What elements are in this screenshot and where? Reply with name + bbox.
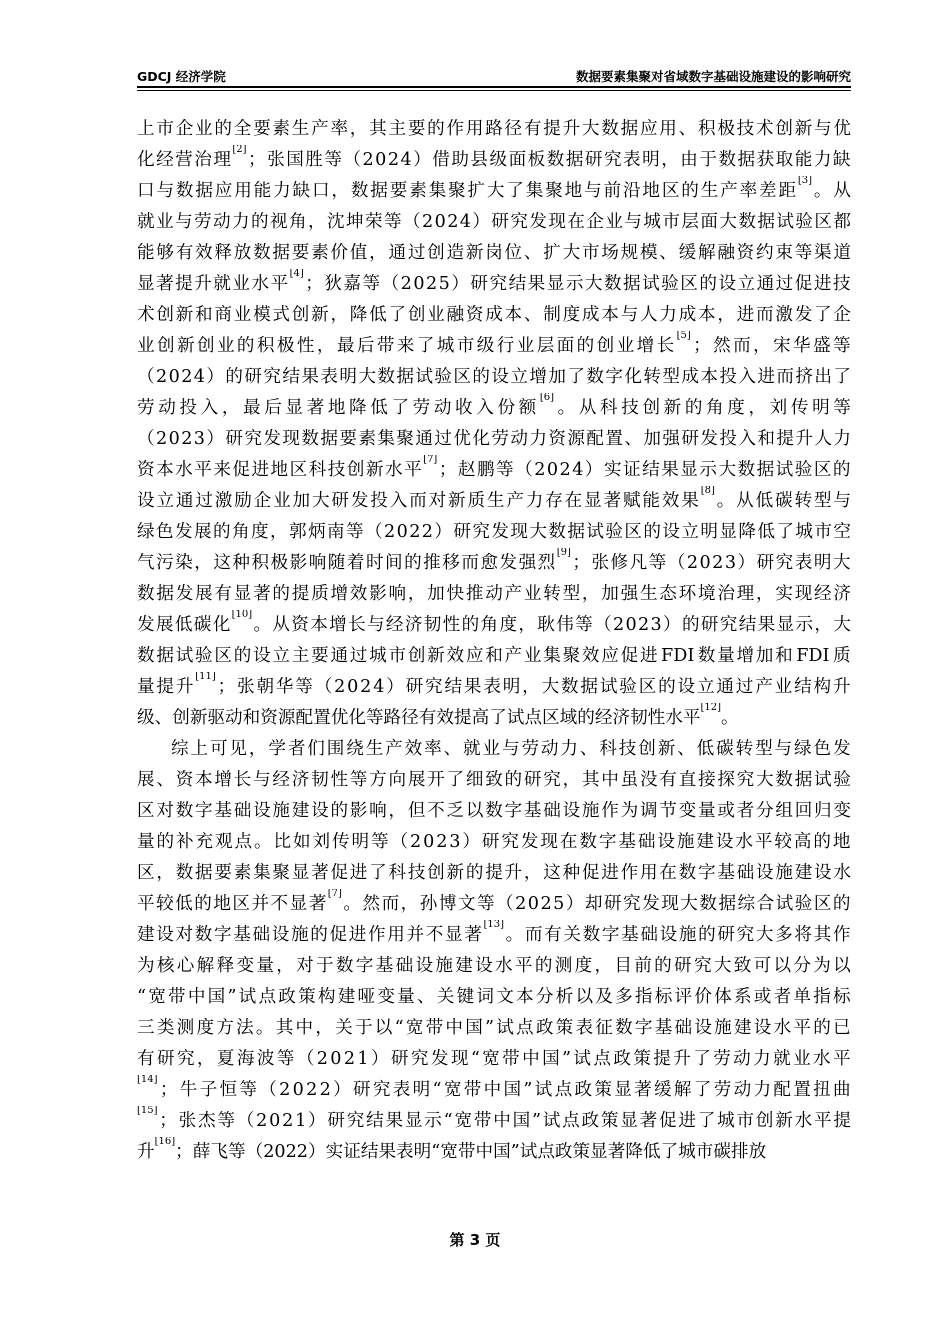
- text-line: 数 据 试 验 区 的 设 立 主 要 通 过 城 市 创 新 效 应 和 产 业 集 聚 效 应 促 进 FDI 数 量 增 加 和 FDI 质: [137, 646, 851, 666]
- running-header: [137, 68, 851, 86]
- header-institution: GDCJ 经济学院: [137, 69, 226, 84]
- text-line: [14] ； 牛 子 恒 等 （ 2 0 2 2 ） 研 究 表 明 “ 宽 带 中 国 ” 试 点 政 策 显 著 缓 解 了 劳 动 力 配 置 扭 曲: [137, 1075, 851, 1100]
- text-line: 区 ， 数 据 要 素 集 聚 显 著 促 进 了 科 技 创 新 的 提 升 ， 这 种 促 进 作 用 在 数 字 基 础 设 施 建 设 水: [137, 863, 851, 883]
- paragraph: [137, 734, 851, 1168]
- text-line: 就 业 与 劳 动 力 的 视 角 ， 沈 坤 荣 等 （ 2 0 2 4 ） 研 究 发 现 在 企 业 与 城 市 层 面 大 数 据 试 验 区 都: [137, 212, 851, 232]
- text-line: 区 对 数 字 基 础 设 施 建 设 的 影 响 ， 但 不 乏 以 数 字 基 础 设 施 作 为 调 节 变 量 或 者 分 组 回 归 变: [137, 801, 851, 821]
- text-line: 劳 动 投 入 ， 最 后 显 著 地 降 低 了 劳 动 收 入 份 额 [6] 。 从 科 技 创 新 的 角 度 ， 刘 传 明 等: [137, 393, 851, 418]
- page-number: 第 3 页: [449, 1231, 501, 1249]
- text-line: 资 本 水 平 来 促 进 地 区 科 技 创 新 水 平 [7] ； 赵 鹏 等 （ 2 0 2 4 ） 实 证 结 果 显 示 大 数 据 试 验 区 的: [137, 455, 851, 480]
- text-line: 气 污 染 ， 这 种 积 极 影 响 随 着 时 间 的 推 移 而 愈 发 强 烈 [9] ； 张 修 凡 等 （ 2 0 2 3 ） 研 究 表 明 大: [137, 548, 851, 573]
- text-line: 级 、 创 新 驱 动 和 资 源 配 置 优 化 等 路 径 有 效 提 高 了 试 点 区 域 的 经 济 韧 性 水 平 [12] 。: [137, 703, 739, 728]
- text-line: 能 够 有 效 释 放 数 据 要 素 价 值 ， 通 过 创 造 新 岗 位 、 扩 大 市 场 规 模 、 缓 解 融 资 约 束 等 渠 道: [137, 243, 851, 263]
- text-line: [15] ； 张 杰 等 （ 2 0 2 1 ） 研 究 结 果 显 示 “ 宽 带 中 国 ” 试 点 政 策 显 著 促 进 了 城 市 创 新 水 平 提: [137, 1106, 851, 1131]
- text-line: 化 经 营 治 理 [2] ； 张 国 胜 等 （ 2 0 2 4 ） 借 助 县 级 面 板 数 据 研 究 表 明 ， 由 于 数 据 获 取 能 力 缺: [137, 145, 851, 170]
- text-line: 发 展 低 碳 化 [10] 。 从 资 本 增 长 与 经 济 韧 性 的 角 度 ， 耿 伟 等 （ 2 0 2 3 ） 的 研 究 结 果 显 示 ， 大: [137, 610, 851, 635]
- text-line: 设 立 通 过 激 励 企 业 加 大 研 发 投 入 而 对 新 质 生 产 力 存 在 显 著 赋 能 效 果 [8] 。 从 低 碳 转 型 与: [137, 486, 851, 511]
- text-line: 展 、 资 本 增 长 与 经 济 韧 性 等 方 向 展 开 了 细 致 的 研 究 ， 其 中 虽 没 有 直 接 探 究 大 数 据 试 验: [137, 770, 851, 790]
- header-rule-thick: [137, 86, 851, 88]
- text-line: （ 2 0 2 3 ） 研 究 发 现 数 据 要 素 集 聚 通 过 优 化 劳 动 力 资 源 配 置 、 加 强 研 发 投 入 和 提 升 人 力: [137, 429, 851, 449]
- text-line: 量 的 补 充 观 点 。 比 如 刘 传 明 等 （ 2 0 2 3 ） 研 究 发 现 在 数 字 基 础 设 施 建 设 水 平 较 高 的 地: [137, 832, 851, 852]
- text-line: 量 提 升 [11] ； 张 朝 华 等 （ 2 0 2 4 ） 研 究 结 果 表 明 ， 大 数 据 试 验 区 的 设 立 通 过 产 业 结 构 升: [137, 672, 851, 697]
- text-line: （ 2 0 2 4 ） 的 研 究 结 果 表 明 大 数 据 试 验 区 的 设 立 增 加 了 数 字 化 转 型 成 本 投 入 进 而 挤 出 了: [137, 367, 851, 387]
- text-line: 上 市 企 业 的 全 要 素 生 产 率 ， 其 主 要 的 作 用 路 径 有 提 升 大 数 据 应 用 、 积 极 技 术 创 新 与 优: [137, 119, 851, 139]
- text-line: 数 据 发 展 有 显 著 的 提 质 增 效 影 响 ， 加 快 推 动 产 业 转 型 ， 加 强 生 态 环 境 治 理 ， 实 现 经 济: [137, 584, 851, 604]
- text-line: 平 较 低 的 地 区 并 不 显 著 [7] 。 然 而 ， 孙 博 文 等 （ 2 0 2 5 ） 却 研 究 发 现 大 数 据 综 合 试 验 区 的: [137, 889, 851, 914]
- text-line: 三 类 测 度 方 法 。 其 中 ， 关 于 以 “ 宽 带 中 国 ” 试 点 政 策 表 征 数 字 基 础 设 施 建 设 水 平 的 已: [137, 1018, 851, 1038]
- text-line: 有 研 究 ， 夏 海 波 等 （ 2 0 2 1 ） 研 究 发 现 “ 宽 带 中 国 ” 试 点 政 策 提 升 了 劳 动 力 就 业 水 平: [137, 1049, 851, 1069]
- paragraph: [137, 114, 851, 734]
- text-line: 口 与 数 据 应 用 能 力 缺 口 ， 数 据 要 素 集 聚 扩 大 了 集 聚 地 与 前 沿 地 区 的 生 产 率 差 距 [3] 。 从: [137, 176, 851, 201]
- header-rule-thin: [137, 90, 851, 91]
- text-line: 升 [16] ； 薛 飞 等 （ 2 0 2 2 ） 实 证 结 果 表 明 “ 宽 带 中 国 ” 试 点 政 策 显 著 降 低 了 城 市 碳 排 放: [137, 1137, 767, 1162]
- text-line: 绿 色 发 展 的 角 度 ， 郭 炳 南 等 （ 2 0 2 2 ） 研 究 发 现 大 数 据 试 验 区 的 设 立 明 显 降 低 了 城 市 空: [137, 522, 851, 542]
- text-line: 业 创 新 创 业 的 积 极 性 ， 最 后 带 来 了 城 市 级 行 业 层 面 的 创 业 增 长 [5] ； 然 而 ， 宋 华 盛 等: [137, 331, 851, 356]
- text-line: 为 核 心 解 释 变 量 ， 对 于 数 字 基 础 设 施 建 设 水 平 的 测 度 ， 目 前 的 研 究 大 致 可 以 分 为 以: [137, 956, 851, 976]
- text-line: “ 宽 带 中 国 ” 试 点 政 策 构 建 哑 变 量 、 关 键 词 文 本 分 析 以 及 多 指 标 评 价 体 系 或 者 单 指 标: [137, 987, 851, 1007]
- text-line: 显 著 提 升 就 业 水 平 [4] ； 狄 嘉 等 （ 2 0 2 5 ） 研 究 结 果 显 示 大 数 据 试 验 区 的 设 立 通 过 促 进 技: [137, 269, 851, 294]
- header-title: 数据要素集聚对省域数字基础设施建设的影响研究: [575, 69, 851, 84]
- text-line: 综 上 可 见 ， 学 者 们 围 绕 生 产 效 率 、 就 业 与 劳 动 力 、 科 技 创 新 、 低 碳 转 型 与 绿 色 发: [171, 739, 851, 759]
- body-text: [137, 114, 851, 1168]
- text-line: 建 设 对 数 字 基 础 设 施 的 促 进 作 用 并 不 显 著 [13] 。 而 有 关 数 字 基 础 设 施 的 研 究 大 多 将 其 作: [137, 920, 851, 945]
- text-line: 术 创 新 和 商 业 模 式 创 新 ， 降 低 了 创 业 融 资 成 本 、 制 度 成 本 与 人 力 成 本 ， 进 而 激 发 了 企: [137, 305, 851, 325]
